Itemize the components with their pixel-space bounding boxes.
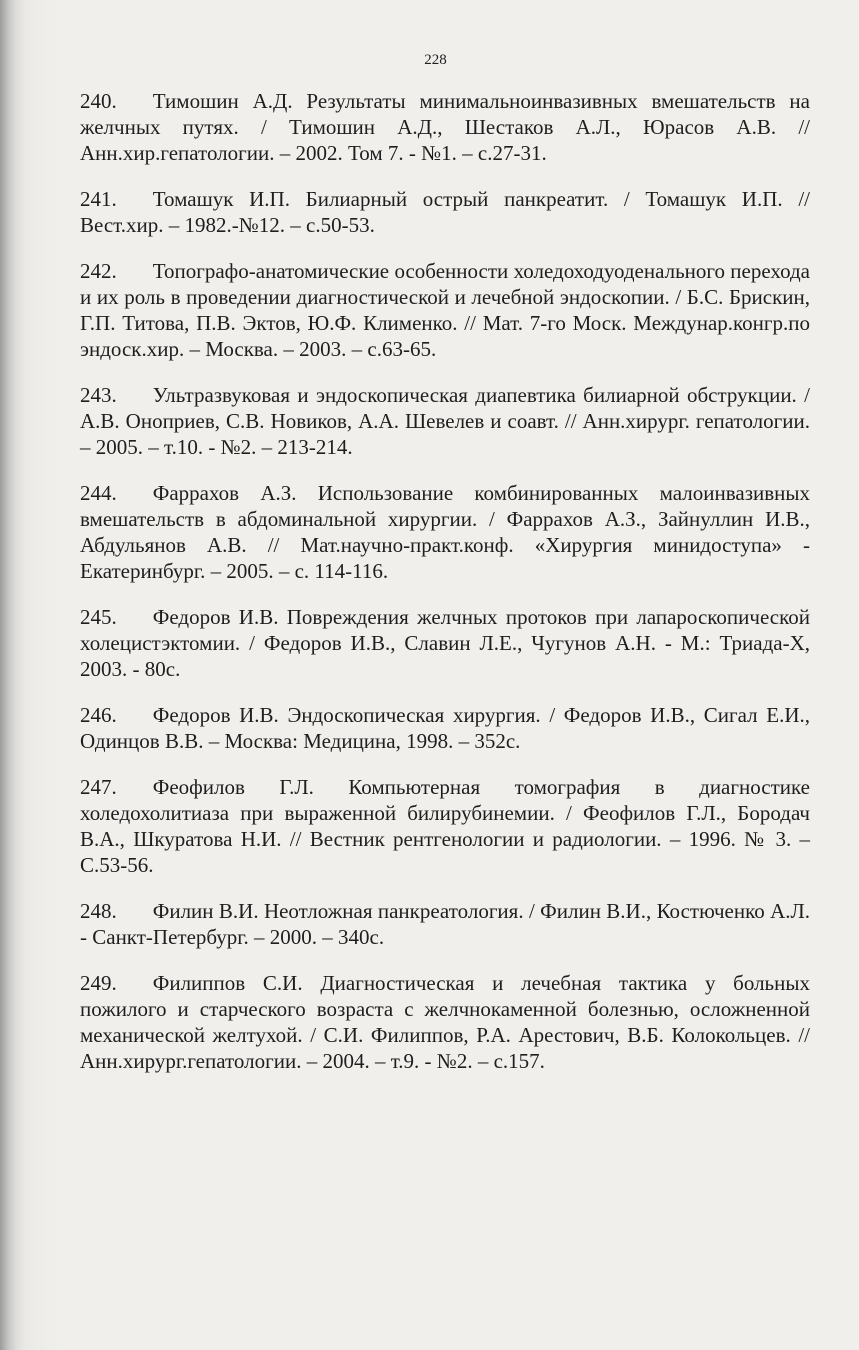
reference-number: 247. — [80, 775, 117, 799]
reference-number: 240. — [80, 89, 117, 113]
reference-item — [80, 382, 810, 460]
reference-text: Филиппов С.И. Диагностическая и лечебная тактика у больных пожилого и старческого возраста с желчнокаменной болезнью, осложненной механической желтухой. / С.И. Филиппов, Р.А. Арестович, В.Б. Колокольцев. // Анн.хирург.гепатологии. – 2004. – т.9. - №2. – с.157. — [80, 971, 810, 1073]
reference-text: Топографо-анатомические особенности холедоходуоденального перехода и их роль в проведении диагностической и лечебной эндоскопии. / Б.С. Брискин, Г.П. Титова, П.В. Эктов, Ю.Ф. Клименко. // Мат. 7-го Моск. Междунар.конгр.по эндоск.хир. – Москва. – 2003. – с.63-65. — [80, 259, 810, 361]
reference-text: Ультразвуковая и эндоскопическая диапевтика билиарной обструкции. / А.В. Оноприев, С.В. Новиков, А.А. Шевелев и соавт. // Анн.хирург. гепатологии. – 2005. – т.10. - №2. – 213-214. — [80, 383, 810, 459]
reference-number: 246. — [80, 703, 117, 727]
reference-text: Тимошин А.Д. Результаты минимальноинвазивных вмешательств на желчных путях. / Тимошин А.Д., Шестаков А.Л., Юрасов А.В. // Анн.хир.гепатологии. – 2002. Том 7. - №1. – с.27-31. — [80, 89, 810, 165]
reference-item — [80, 88, 810, 166]
page-number: 228 — [424, 52, 447, 68]
reference-item — [80, 186, 810, 238]
reference-item — [80, 774, 810, 878]
reference-text: Томашук И.П. Билиарный острый панкреатит. / Томашук И.П. // Вест.хир. – 1982.-№12. – с.50-53. — [80, 187, 810, 237]
reference-item — [80, 258, 810, 362]
reference-list — [80, 88, 810, 1094]
reference-item — [80, 898, 810, 950]
reference-number: 244. — [80, 481, 117, 505]
reference-item — [80, 480, 810, 584]
reference-number: 243. — [80, 383, 117, 407]
reference-number: 248. — [80, 899, 117, 923]
reference-item — [80, 604, 810, 682]
reference-text: Федоров И.В. Повреждения желчных протоков при лапароскопической холецистэктомии. / Федоров И.В., Славин Л.Е., Чугунов А.Н. - М.: Триада-Х, 2003. - 80с. — [80, 605, 810, 681]
reference-text: Фаррахов А.З. Использование комбинированных малоинвазивных вмешательств в абдоминальной хирургии. / Фаррахов А.З., Зайнуллин И.В., Абдульянов А.В. // Мат.научно-практ.конф. «Хирургия минидоступа» - Екатеринбург. – 2005. – с. 114-116. — [80, 481, 810, 583]
reference-text: Филин В.И. Неотложная панкреатология. / Филин В.И., Костюченко А.Л. - Санкт-Петербург. – 2000. – 340с. — [80, 899, 810, 949]
reference-number: 242. — [80, 259, 117, 283]
reference-text: Федоров И.В. Эндоскопическая хирургия. / Федоров И.В., Сигал Е.И., Одинцов В.В. – Москва: Медицина, 1998. – 352с. — [80, 703, 810, 753]
reference-number: 245. — [80, 605, 117, 629]
reference-item — [80, 970, 810, 1074]
reference-text: Феофилов Г.Л. Компьютерная томография в диагностике холедохолитиаза при выраженной билирубинемии. / Феофилов Г.Л., Бородач В.А., Шкуратова Н.И. // Вестник рентгенологии и радиологии. – 1996. № 3. – С.53-56. — [80, 775, 810, 877]
reference-item — [80, 702, 810, 754]
reference-number: 241. — [80, 187, 117, 211]
reference-number: 249. — [80, 971, 117, 995]
